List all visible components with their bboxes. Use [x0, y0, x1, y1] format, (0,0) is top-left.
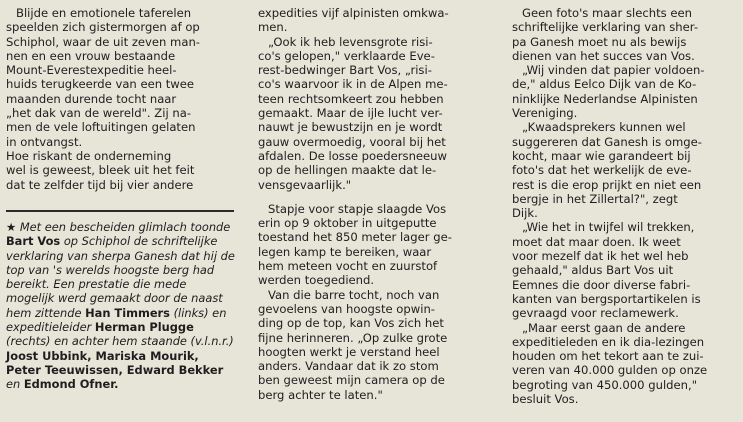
text-line: Blijde en emotionele taferelen: [16, 6, 192, 20]
text-line: speelden zich gistermorgen af op: [6, 20, 200, 35]
text-line: co's gelopen," verklaarde Eve-: [258, 48, 435, 63]
text-line: rest-bedwinger Bart Vos, „risi-: [258, 63, 432, 78]
paragraph-dia-lezingen: [512, 321, 740, 407]
article-column-1: [6, 6, 234, 192]
text-line: teen rechtsomkeert zou hebben: [258, 91, 444, 106]
text-line: Schiphol, waar de uit zeven man-: [6, 34, 200, 49]
caption-divider: [6, 210, 234, 212]
text-line: men de vele loftuitingen gelaten: [6, 120, 196, 135]
text-line: de," aldus Eelco Dijk van de Ko-: [512, 77, 697, 92]
text-line: berg achter te laten.": [258, 387, 383, 402]
text-line: hoogten werkt je verstand heel: [258, 344, 440, 359]
text-line: ding op de top, kan Vos zich het: [258, 316, 444, 331]
paragraph-intro: [6, 6, 234, 149]
text-line: kanten van bergsportartikelen is: [512, 291, 701, 306]
text-line: begroting van 450.000 gulden,": [512, 377, 698, 392]
text-line: toestand het 850 meter lager ge-: [258, 230, 452, 245]
paragraph-quote-risks: [258, 35, 486, 192]
paragraph-kwaadsprekers: [512, 120, 740, 220]
text-line: kocht, maar wie garandeert bij: [512, 148, 691, 163]
article-column-2: [258, 6, 486, 402]
paragraph-no-photos: [512, 6, 740, 63]
text-line: vensgevaarlijk.": [258, 177, 352, 192]
caption-text: Met een bescheiden glimlach toonde: [19, 220, 231, 234]
caption-name-han-timmers: Han Timmers: [85, 305, 170, 320]
text-line: expeditieleden en ik dia-lezingen: [512, 334, 705, 349]
caption-name-herman-plugge: Herman Plugge: [94, 320, 194, 335]
paragraph-descent: [258, 202, 486, 288]
text-line: houden om het tekort aan te zui-: [512, 349, 704, 364]
text-line: ninklijke Nederlandse Alpinisten: [512, 91, 698, 106]
text-line: gevraagd voor reclamewerk.: [512, 306, 679, 321]
text-line: werden toegediend.: [258, 273, 375, 288]
paragraph-risk: [6, 149, 234, 192]
caption-names-team: Joost Ubbink, Mariska Mourik, Peter Teeuwissen, Edward Bekker: [6, 348, 224, 377]
text-line: Stapje voor stapje slaagde Vos: [268, 201, 447, 216]
text-line: veren van 40.000 gulden op onze: [512, 363, 708, 378]
text-line: Hoe riskant de onderneming: [6, 148, 172, 163]
paragraph-memory: [258, 288, 486, 402]
text-line: schriftelijke verklaring van sher-: [512, 20, 698, 35]
text-line: Mount-Everestexpeditie heel-: [6, 63, 177, 78]
text-line: moet dat maar doen. Ik weet: [512, 234, 681, 249]
text-line: dat te zelfder tijd bij vier andere: [6, 177, 194, 192]
text-line: dienen van het succes van Vos.: [512, 48, 695, 63]
text-line: legen kamp te bereiken, waar: [258, 244, 432, 259]
caption-text: (links) en expeditieleider: [6, 305, 227, 335]
text-line: gehaald," aldus Bart Vos uit: [512, 263, 674, 278]
text-line: in ontvangst.: [6, 134, 83, 149]
text-line: ben geweest mijn camera op de: [258, 373, 445, 388]
text-line: besluit Vos.: [512, 392, 579, 407]
caption-text: op Schiphol de schriftelijke verklaring van sherpa Ganesh dat hij de top van 's werelds hoogste berg had bereikt. Een prestatie die mede mogelijk werd gemaakt door de naast hem zittende: [6, 234, 235, 320]
text-line: fijne herinneren. „Op zulke grote: [258, 330, 448, 345]
text-line: Eemnes die door diverse fabri-: [512, 277, 691, 292]
text-line: „Ook ik heb levensgrote risi-: [268, 34, 433, 49]
text-line: „Wie het in twijfel wil trekken,: [522, 220, 695, 235]
text-line: wel is geweest, bleek uit het feit: [6, 163, 195, 178]
text-line: anders. Vandaar dat ik zo stom: [258, 359, 439, 374]
text-line: maanden durende tocht naar: [6, 91, 177, 106]
photo-caption: [6, 220, 236, 392]
text-line: foto's dat het werkelijk de eve-: [512, 163, 692, 178]
paragraph-twijfel: [512, 220, 740, 320]
text-line: suggereren dat Ganesh is omge-: [512, 134, 702, 149]
text-line: Dijk.: [512, 206, 538, 221]
text-line: pa Ganesh moet nu als bewijs: [512, 34, 687, 49]
text-line: voor mezelf dat ik het wel heb: [512, 249, 689, 264]
star-icon: ★: [6, 220, 17, 234]
text-line: „Maar eerst gaan de andere: [522, 320, 686, 335]
caption-name-edmond-ofner: Edmond Ofner.: [23, 377, 119, 392]
text-line: afdalen. De losse poedersneeuw: [258, 148, 448, 163]
caption-name-bart-vos: Bart Vos: [6, 234, 61, 249]
text-line: expedities vijf alpinisten omkwa-: [258, 6, 449, 20]
text-line: bergje in het Zillertal?", zegt: [512, 191, 678, 206]
text-line: huids terugkeerde van een twee: [6, 77, 195, 92]
text-line: „Wij vinden dat papier voldoen-: [522, 63, 705, 78]
paragraph-continuation: [258, 6, 486, 35]
text-line: nauwt je bewustzijn en je wordt: [258, 120, 443, 135]
text-line: gauw overmoedig, vooral bij het: [258, 134, 446, 149]
text-line: „Kwaadsprekers kunnen wel: [522, 120, 686, 135]
text-line: gemaakt. Maar de ijle lucht ver-: [258, 106, 443, 121]
text-line: men.: [258, 20, 288, 35]
text-line: nen en een vrouw bestaande: [6, 48, 176, 63]
text-line: Van die barre tocht, noch van: [268, 287, 440, 302]
caption-text: en: [6, 377, 21, 392]
text-line: Vereniging.: [512, 106, 578, 121]
paragraph-kvna: [512, 63, 740, 120]
text-line: erin op 9 oktober in uitgeputte: [258, 216, 437, 231]
text-line: rest is die erop prijkt en niet een: [512, 177, 702, 192]
article-column-3: [512, 6, 740, 406]
text-line: gevoelens van hoogste opwin-: [258, 301, 435, 316]
text-line: co's waarvoor ik in de Alpen me-: [258, 77, 448, 92]
text-line: „het dak van de wereld". Zij na-: [6, 106, 192, 121]
text-line: Geen foto's maar slechts een: [522, 6, 692, 20]
text-line: op de hellingen maakte dat le-: [258, 163, 437, 178]
caption-text: (rechts) en achter hem staande (v.l.n.r.): [6, 334, 234, 349]
text-line: hem meteen vocht en zuurstof: [258, 259, 438, 274]
